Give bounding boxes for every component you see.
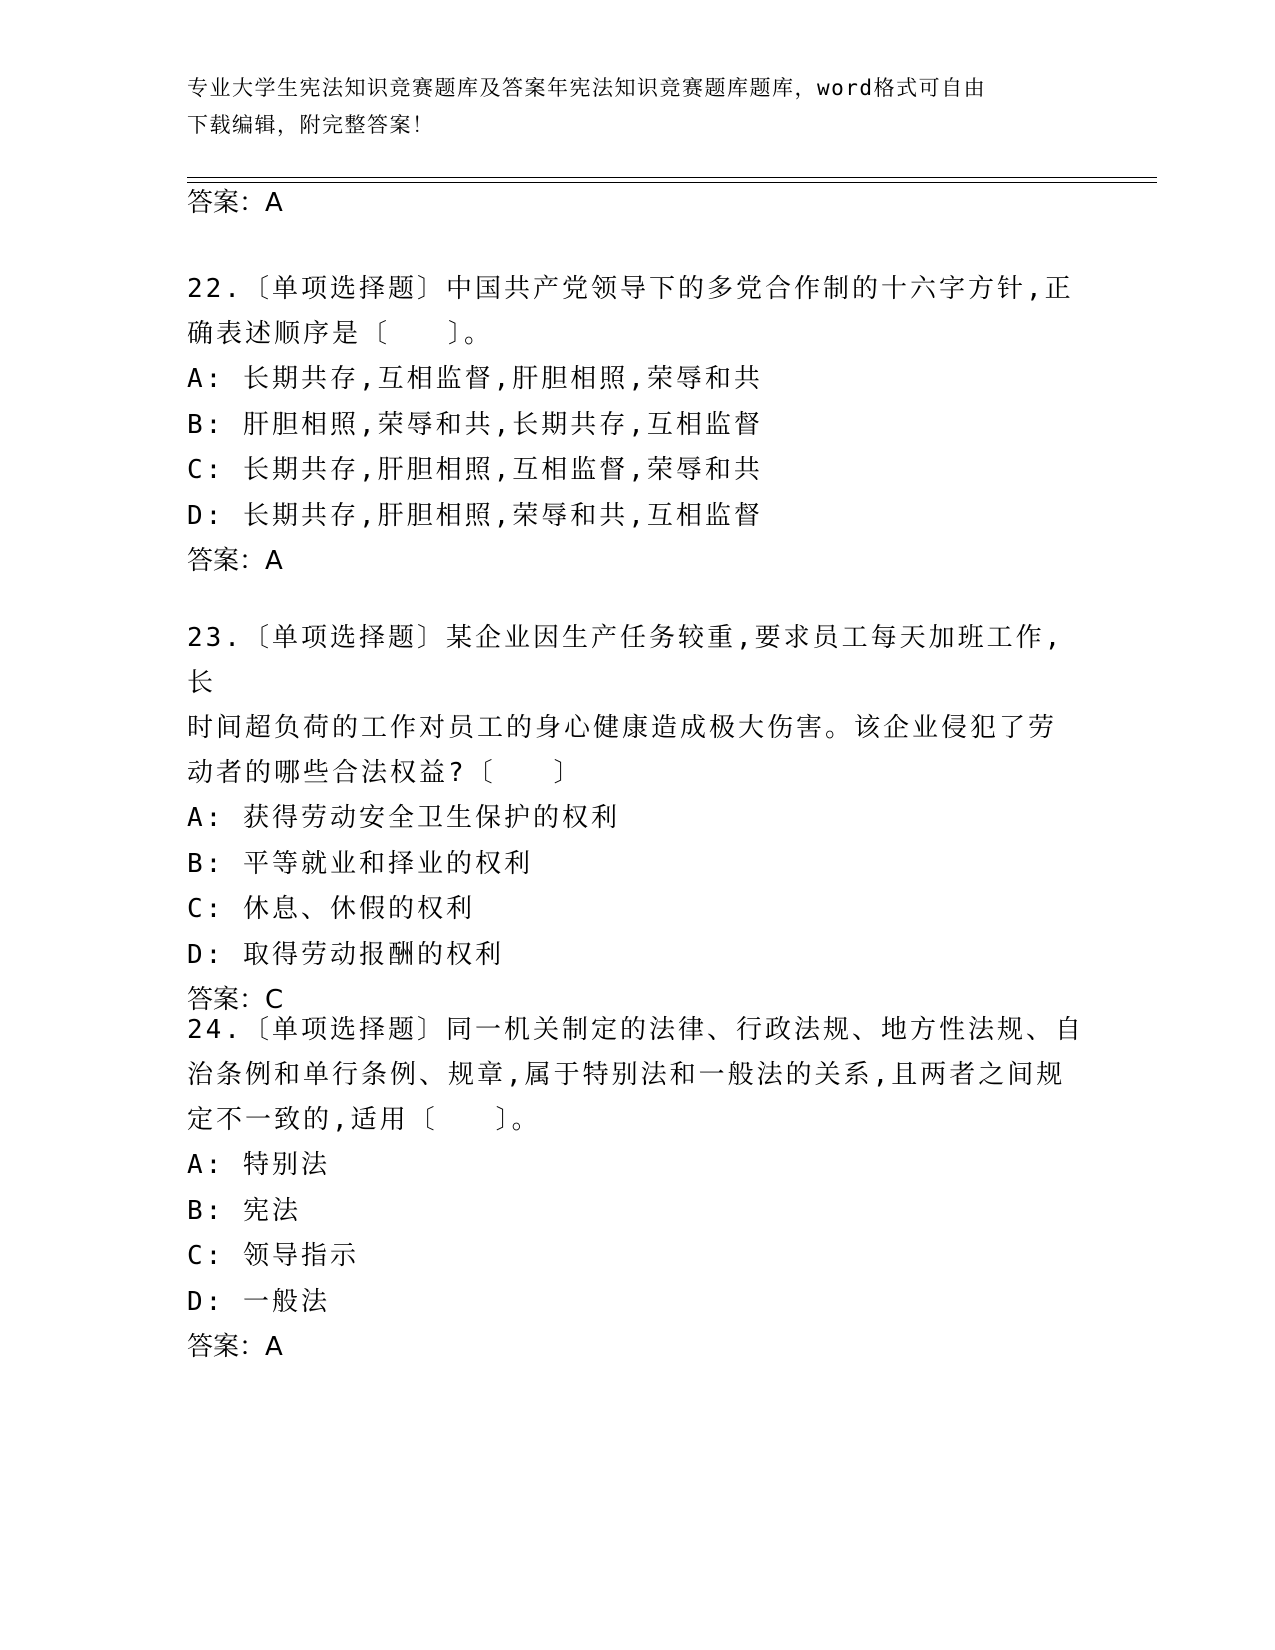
question-text-line: 治条例和单行条例、规章,属于特别法和一般法的关系,且两者之间规 xyxy=(187,1060,1066,1090)
question-text-line: 23.〔单项选择题〕某企业因生产任务较重,要求员工每天加班工作,长 xyxy=(187,623,1064,698)
question-22 xyxy=(187,267,1087,584)
option-a: A: 长期共存,互相监督,肝胆相照,荣辱和共 xyxy=(187,364,763,394)
question-text-line: 22.〔单项选择题〕中国共产党领导下的多党合作制的十六字方针,正 xyxy=(187,274,1074,304)
option-b: B: 宪法 xyxy=(187,1195,301,1226)
answer: 答案：C xyxy=(187,985,284,1015)
question-text-line: 定不一致的,适用〔 〕。 xyxy=(187,1105,541,1135)
option-d: D: 长期共存,肝胆相照,荣辱和共,互相监督 xyxy=(187,500,763,531)
option-a: A: 特别法 xyxy=(187,1150,330,1180)
previous-answer: 答案：A xyxy=(187,188,283,218)
question-text-line: 24.〔单项选择题〕同一机关制定的法律、行政法规、地方性法规、自 xyxy=(187,1015,1084,1045)
option-d: D: 取得劳动报酬的权利 xyxy=(187,939,504,970)
document-page xyxy=(187,0,1157,1650)
header-divider xyxy=(187,177,1157,183)
option-c: C: 领导指示 xyxy=(187,1241,359,1271)
option-a: A: 获得劳动安全卫生保护的权利 xyxy=(187,803,620,833)
option-c: C: 休息、休假的权利 xyxy=(187,894,475,924)
option-d: D: 一般法 xyxy=(187,1286,330,1317)
option-b: B: 肝胆相照,荣辱和共,长期共存,互相监督 xyxy=(187,409,763,440)
answer: 答案：A xyxy=(187,546,283,576)
question-text-line: 动者的哪些合法权益?〔 〕 xyxy=(187,758,583,788)
answer: 答案：A xyxy=(187,1332,283,1362)
header-line-1: 专业大学生宪法知识竞赛题库及答案年宪法知识竞赛题库题库，word格式可自由 xyxy=(187,76,987,100)
header-line-2: 下载编辑，附完整答案！ xyxy=(187,113,435,137)
option-c: C: 长期共存,肝胆相照,互相监督,荣辱和共 xyxy=(187,455,763,485)
option-b: B: 平等就业和择业的权利 xyxy=(187,848,533,879)
question-23 xyxy=(187,616,1087,1023)
question-text-line: 时间超负荷的工作对员工的身心健康造成极大伤害。该企业侵犯了劳 xyxy=(187,713,1058,743)
question-text-line: 确表述顺序是〔 〕。 xyxy=(187,319,494,349)
document-header xyxy=(187,70,1087,144)
question-24 xyxy=(187,1008,1087,1370)
